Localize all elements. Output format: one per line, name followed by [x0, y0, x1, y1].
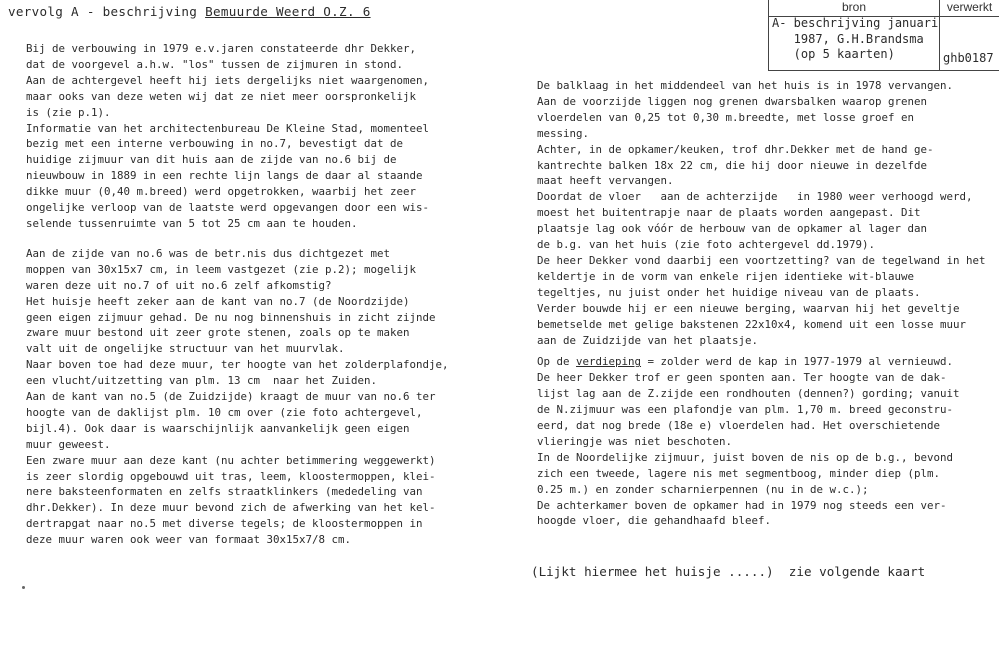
text-line: Naar boven toe had deze muur, ter hoogte van het zolderplafondje, — [26, 358, 449, 372]
page-title — [8, 4, 371, 19]
text-line: waren deze uit no.7 of uit no.6 zelf afkomstig? — [26, 278, 332, 292]
text-line: selende tussenruimte van 5 tot 25 cm aan te houden. — [26, 216, 358, 230]
text-line: dertrapgat naar no.5 met diverse tegels; de kloostermoppen in — [26, 517, 423, 531]
left-column — [26, 41, 476, 548]
text-line: 0.25 m.) en zonder scharnierpennen (nu in de w.c.); — [537, 482, 869, 496]
text-line: Achter, in de opkamer/keuken, trof dhr.Dekker met de hand ge- — [537, 142, 934, 156]
text-line: De heer Dekker vond daarbij een voortzetting? van de tegelwand in het — [537, 253, 986, 267]
right-column — [537, 78, 987, 529]
text-line: De achterkamer boven de opkamer had in 1979 nog steeds een ver- — [537, 498, 947, 512]
text-line: dat de voorgevel a.h.w. "los" tussen de zijmuren in stond. — [26, 57, 404, 71]
closing-note: (Lijkt hiermee het huisje .....) zie volgende kaart — [531, 564, 926, 579]
text-line: geen eigen zijmuur gehad. De nu nog binnenshuis in zicht zijnde — [26, 310, 436, 324]
text-line: De heer Dekker trof er geen sponten aan. Ter hoogte van de dak- — [537, 371, 947, 385]
source-table-verwerkt-cell: ghb0187 — [943, 51, 994, 65]
text-line: is zeer slordig opgebouwd uit tras, leem, kloostermoppen, klei- — [26, 469, 436, 483]
text-line: huidige zijmuur van dit huis aan de zijde van no.6 bij de — [26, 153, 397, 167]
title-underlined: Bemuurde Weerd O.Z. 6 — [205, 4, 371, 19]
source-table — [768, 0, 999, 71]
text-line: vlieringje was niet beschoten. — [537, 434, 733, 448]
text-line: lijst lag aan de Z.zijde een rondhouten (dennen?) gording; vanuit — [537, 387, 960, 401]
text-line: muur geweest. — [26, 437, 111, 451]
text-line: Aan de achtergevel heeft hij iets dergelijks niet waargenomen, — [26, 73, 430, 87]
text-line: hoogte van de daklijst plm. 10 cm over (zie foto achtergevel, — [26, 405, 423, 419]
text-line: eerd, dat nog brede (18e e) vloerdelen had. Het overschietende — [537, 419, 941, 433]
text-line: Het huisje heeft zeker aan de kant van no.7 (de Noordzijde) — [26, 294, 410, 308]
text-line: aan de Zuidzijde van het plaatsje. — [537, 333, 759, 347]
text-line: hoogde vloer, die gehandhaafd bleef. — [537, 514, 772, 528]
text-line: maat heeft vervangen. — [537, 174, 674, 188]
source-table-header-verwerkt: verwerkt — [940, 0, 999, 17]
text-line: Doordat de vloer aan de achterzijde in 1980 weer verhoogd werd, — [537, 190, 973, 204]
right-paragraph-2-first-line — [537, 354, 987, 370]
text-line: moppen van 30x15x7 cm, in leem vastgezet (zie p.2); mogelijk — [26, 262, 417, 276]
text-line: Informatie van het architectenbureau De Kleine Stad, momenteel — [26, 121, 430, 135]
text-line: vloerdelen van 0,25 tot 0,30 m.breedte, met losse groef en — [537, 110, 915, 124]
text-line: Verder bouwde hij er een nieuwe berging, waarvan hij het geveltje — [537, 301, 960, 315]
text-line: messing. — [537, 126, 590, 140]
text-line: bemetselde met gelige bakstenen 22x10x4, komend uit een losse muur — [537, 317, 967, 331]
text-line: kantrechte balken 18x 22 cm, die hij door nieuwe in dezelfde — [537, 158, 928, 172]
right-paragraph-1 — [537, 78, 987, 348]
text-line: bijl.4). Ook daar is waarschijnlijk aanvankelijk geen eigen — [26, 421, 410, 435]
verdieping-prefix: Op de — [537, 355, 577, 369]
text-line: nieuwbouw in 1889 in een rechte lijn langs de daar al staande — [26, 169, 423, 183]
text-line: bezig met een interne verbouwing in no.7, bevestigt dat de — [26, 137, 404, 151]
text-line: In de Noordelijke zijmuur, juist boven de nis op de b.g., bevond — [537, 450, 954, 464]
source-table-header-bron: bron — [769, 0, 939, 17]
verdieping-suffix: = zolder werd de kap in 1977-1979 al vernieuwd. — [641, 355, 954, 369]
text-line: de N.zijmuur was een plafondje van plm. 1,70 m. breed geconstru- — [537, 403, 954, 417]
text-line: De balklaag in het middendeel van het huis is in 1978 vervangen. — [537, 79, 954, 92]
left-paragraph-2 — [26, 246, 476, 548]
text-line: keldertje in de vorm van enkele rijen identieke wit-blauwe — [537, 269, 915, 283]
text-line: zware muur bestond uit zeer grote stenen, zoals op te maken — [26, 326, 410, 340]
text-line: plaatsje lag ook vóór de herbouw van de opkamer al lager dan — [537, 222, 928, 236]
text-line: de b.g. van het huis (zie foto achtergevel dd.1979). — [537, 238, 876, 252]
left-paragraph-1 — [26, 41, 476, 232]
text-line: Aan de kant van no.5 (de Zuidzijde) kraagt de muur van no.6 ter — [26, 390, 436, 404]
text-line: is (zie p.1). — [26, 105, 111, 119]
text-line: dikke muur (0,40 m.breed) werd opgetrokken, waarbij het zeer — [26, 185, 417, 199]
text-line: dhr.Dekker). In deze muur bevond zich de afwerking van het kel- — [26, 501, 436, 515]
right-paragraph-2 — [537, 370, 987, 529]
text-line: ongelijke verloop van de laatste werd opgevangen door een wis- — [26, 201, 430, 215]
text-line: nere baksteenformaten en zelfs straatklinkers (mededeling van — [26, 485, 423, 499]
text-line: een vlucht/uitzetting van plm. 13 cm naar het Zuiden. — [26, 374, 378, 388]
text-line: Bij de verbouwing in 1979 e.v.jaren constateerde dhr Dekker, — [26, 42, 417, 55]
text-line: tegeltjes, nu juist onder het huidige niveau van de plaats. — [537, 285, 921, 299]
verdieping-word: verdieping — [576, 355, 642, 369]
text-line: Aan de voorzijde liggen nog grenen dwarsbalken waarop grenen — [537, 94, 928, 108]
title-prefix: vervolg A - beschrijving — [8, 4, 206, 19]
paragraph-gap — [26, 232, 476, 246]
source-table-bron-cell: A- beschrijving januari 1987, G.H.Brandsma (op 5 kaarten) — [772, 16, 939, 61]
text-line: deze muur waren ook weer van formaat 30x15x7/8 cm. — [26, 533, 352, 547]
text-line: zich een tweede, lagere nis met segmentboog, minder diep (plm. — [537, 466, 941, 480]
stray-dot — [22, 586, 25, 589]
text-line: valt uit de ongelijke structuur van het muurvlak. — [26, 342, 345, 356]
text-line: maar ooks van deze weten wij dat ze niet meer oorspronkelijk — [26, 89, 417, 103]
text-line: Een zware muur aan deze kant (nu achter betimmering weggewerkt) — [26, 453, 436, 467]
text-line: Aan de zijde van no.6 was de betr.nis dus dichtgezet met — [26, 246, 391, 260]
text-line: moest het buitentrapje naar de plaats worden aangepast. Dit — [537, 206, 921, 220]
